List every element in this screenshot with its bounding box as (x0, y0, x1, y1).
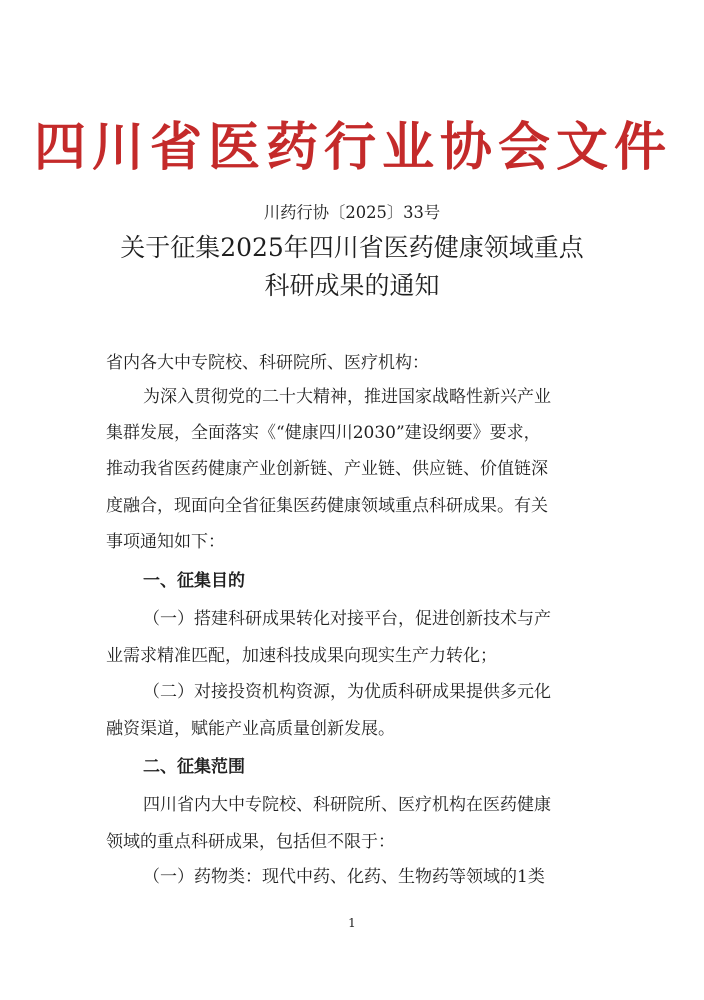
paragraph-line: 四川省内大中专院校、科研院所、医疗机构在医药健康 (143, 795, 551, 815)
page-number: 1 (348, 916, 356, 930)
paragraph-line: 集群发展，全面落实《“健康四川2030”建设纲要》要求， (106, 423, 541, 443)
paragraph-line: （一）搭建科研成果转化对接平台，促进创新技术与产 (143, 609, 551, 629)
paragraph-line: （二）对接投资机构资源，为优质科研成果提供多元化 (143, 682, 551, 702)
paragraph-line: 为深入贯彻党的二十大精神，推进国家战略性新兴产业 (143, 387, 551, 407)
section-heading: 二、征集范围 (143, 757, 245, 777)
document-title-line-1: 关于征集2025年四川省医药健康领域重点 (120, 233, 584, 262)
document-number: 川药行协〔2025〕33号 (263, 203, 441, 222)
salutation: 省内各大中专院校、科研院所、医疗机构： (106, 353, 429, 373)
paragraph-line: 度融合，现面向全省征集医药健康领域重点科研成果。有关 (106, 496, 548, 516)
red-header-title: 四川省医药行业协会文件 (33, 117, 672, 178)
paragraph-line: 推动我省医药健康产业创新链、产业链、供应链、价值链深 (106, 459, 548, 479)
section-heading: 一、征集目的 (143, 571, 245, 591)
paragraph-line: 领域的重点科研成果，包括但不限于： (106, 832, 395, 852)
paragraph-line: （一）药物类：现代中药、化药、生物药等领域的1类 (143, 867, 545, 887)
paragraph-line: 业需求精准匹配，加速科技成果向现实生产力转化； (106, 646, 497, 666)
document-title-line-2: 科研成果的通知 (264, 271, 440, 300)
paragraph-line: 融资渠道，赋能产业高质量创新发展。 (106, 719, 395, 739)
paragraph-line: 事项通知如下： (106, 532, 225, 552)
